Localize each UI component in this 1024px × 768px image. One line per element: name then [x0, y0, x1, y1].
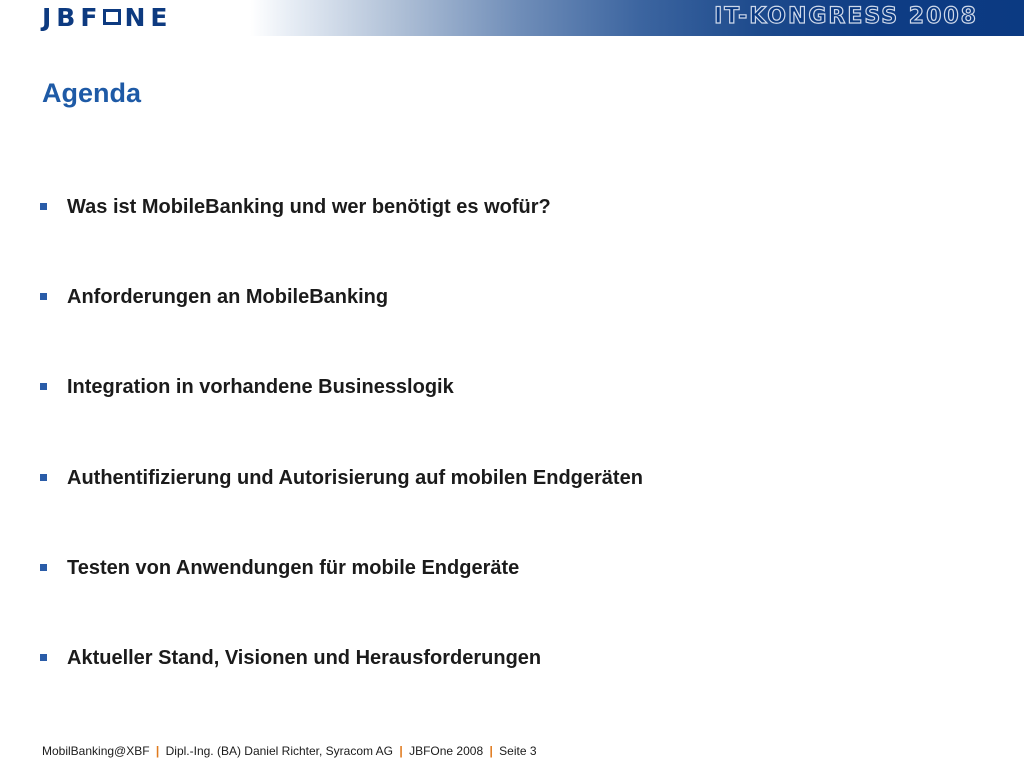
bullet-square-icon — [40, 383, 47, 390]
agenda-item — [40, 556, 519, 580]
agenda-item — [40, 466, 643, 490]
header-band — [0, 0, 1024, 36]
footer-author: Dipl.-Ing. (BA) Daniel Richter, Syracom AG — [165, 744, 394, 758]
agenda-item-label: Testen von Anwendungen für mobile Endgeräte — [67, 556, 520, 579]
bullet-square-icon — [40, 474, 47, 481]
footer-page-number: Seite 3 — [499, 744, 537, 758]
footer-separator: | — [489, 744, 493, 758]
page-title: Agenda — [42, 78, 142, 108]
footer-event: JBFOne 2008 — [409, 744, 484, 758]
logo-text-right: NE — [124, 2, 173, 32]
agenda-item-label: Aktueller Stand, Visionen und Herausforderungen — [67, 646, 542, 669]
agenda-item-label: Authentifizierung und Autorisierung auf mobilen Endgeräten — [67, 466, 643, 489]
agenda-item-label: Integration in vorhandene Businesslogik — [67, 375, 454, 398]
agenda-item — [40, 375, 454, 399]
footer-separator: | — [399, 744, 403, 758]
agenda-item-label: Was ist MobileBanking und wer benötigt es wofür? — [67, 195, 551, 218]
slide-footer — [42, 744, 537, 758]
bullet-square-icon — [40, 203, 47, 210]
agenda-item — [40, 195, 551, 219]
agenda-item-label: Anforderungen an MobileBanking — [67, 285, 389, 308]
footer-separator: | — [155, 744, 160, 758]
congress-title: IT-KONGRESS 2008 — [714, 4, 978, 29]
bullet-square-icon — [40, 654, 47, 661]
agenda-item — [40, 285, 388, 309]
bullet-square-icon — [40, 293, 47, 300]
bullet-square-icon — [40, 564, 47, 571]
logo-text-left: JBF — [42, 2, 103, 32]
logo-o-icon — [103, 9, 121, 25]
footer-project: MobilBanking@XBF — [42, 744, 150, 758]
jbfone-logo — [42, 2, 172, 32]
agenda-item — [40, 646, 541, 670]
